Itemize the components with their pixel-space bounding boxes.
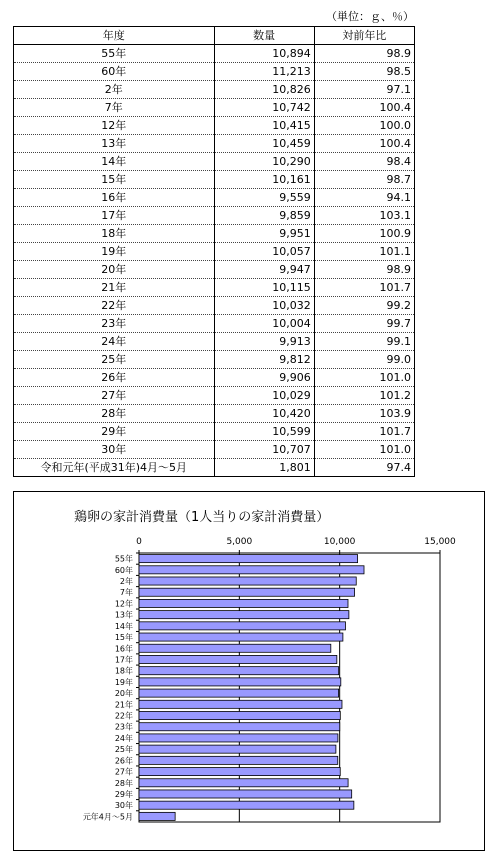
table-row <box>14 333 415 351</box>
table-row <box>14 189 415 207</box>
yoy-cell: 99.0 <box>314 351 414 369</box>
category-label: 21年 <box>114 700 133 710</box>
quantity-cell: 10,029 <box>214 387 314 405</box>
yoy-cell: 99.1 <box>314 333 414 351</box>
yoy-cell: 100.4 <box>314 99 414 117</box>
yoy-cell: 97.1 <box>314 81 414 99</box>
year-cell: 13年 <box>14 135 215 153</box>
category-label: 2年 <box>119 577 133 587</box>
yoy-cell: 98.9 <box>314 45 414 63</box>
bar <box>139 756 338 764</box>
bar <box>139 667 339 675</box>
quantity-cell: 10,707 <box>214 441 314 459</box>
category-label: 13年 <box>114 610 133 620</box>
category-label: 16年 <box>114 644 133 654</box>
table-row <box>14 171 415 189</box>
category-label: 25年 <box>114 745 133 755</box>
yoy-cell: 101.0 <box>314 441 414 459</box>
table-row <box>14 117 415 135</box>
category-label: 24年 <box>114 733 133 743</box>
year-cell: 令和元年(平成31年)4月～5月 <box>14 459 215 477</box>
table-row <box>14 459 415 477</box>
category-label: 28年 <box>114 778 133 788</box>
header-year: 年度 <box>14 27 215 45</box>
table-row <box>14 297 415 315</box>
year-cell: 55年 <box>14 45 215 63</box>
bar <box>139 801 354 809</box>
category-label: 29年 <box>114 789 133 799</box>
bar <box>139 711 340 719</box>
yoy-cell: 99.7 <box>314 315 414 333</box>
year-cell: 14年 <box>14 153 215 171</box>
x-tick-label: 15,000 <box>424 537 456 547</box>
category-label: 30年 <box>114 801 133 811</box>
yoy-cell: 101.7 <box>314 423 414 441</box>
quantity-cell: 1,801 <box>214 459 314 477</box>
x-tick-label: 10,000 <box>323 537 356 547</box>
bar <box>139 768 340 776</box>
table-row <box>14 135 415 153</box>
yoy-cell: 100.4 <box>314 135 414 153</box>
category-label: 15年 <box>114 633 133 643</box>
table-row <box>14 99 415 117</box>
table-row <box>14 423 415 441</box>
quantity-cell: 9,913 <box>214 333 314 351</box>
header-yoy: 対前年比 <box>314 27 414 45</box>
bar <box>139 678 341 686</box>
quantity-cell: 10,032 <box>214 297 314 315</box>
bar <box>139 723 340 731</box>
yoy-cell: 101.0 <box>314 369 414 387</box>
chart-title: 鶏卵の家計消費量（1人当りの家計消費量） <box>74 510 330 525</box>
category-label: 19年 <box>114 677 133 687</box>
yoy-cell: 98.4 <box>314 153 414 171</box>
year-cell: 22年 <box>14 297 215 315</box>
x-tick-label: 5,000 <box>226 537 253 547</box>
quantity-cell: 9,559 <box>214 189 314 207</box>
bar <box>139 622 345 630</box>
year-cell: 23年 <box>14 315 215 333</box>
yoy-cell: 97.4 <box>314 459 414 477</box>
bar <box>139 655 337 663</box>
category-label: 22年 <box>114 711 133 721</box>
yoy-cell: 103.9 <box>314 405 414 423</box>
year-cell: 12年 <box>14 117 215 135</box>
category-label: 60年 <box>114 565 133 575</box>
year-cell: 19年 <box>14 243 215 261</box>
bar <box>139 812 175 820</box>
yoy-cell: 101.1 <box>314 243 414 261</box>
consumption-table <box>13 26 415 477</box>
year-cell: 29年 <box>14 423 215 441</box>
year-cell: 21年 <box>14 279 215 297</box>
bar <box>139 644 331 652</box>
quantity-cell: 10,826 <box>214 81 314 99</box>
table-row <box>14 315 415 333</box>
year-cell: 25年 <box>14 351 215 369</box>
category-label: 26年 <box>114 756 133 766</box>
category-label: 23年 <box>114 722 133 732</box>
table-row <box>14 279 415 297</box>
quantity-cell: 10,057 <box>214 243 314 261</box>
quantity-cell: 10,894 <box>214 45 314 63</box>
yoy-cell: 98.9 <box>314 261 414 279</box>
x-tick-label: 0 <box>136 537 142 547</box>
yoy-cell: 94.1 <box>314 189 414 207</box>
table-header-row <box>14 27 415 45</box>
year-cell: 15年 <box>14 171 215 189</box>
year-cell: 24年 <box>14 333 215 351</box>
quantity-cell: 9,951 <box>214 225 314 243</box>
quantity-cell: 10,004 <box>214 315 314 333</box>
bar <box>139 633 343 641</box>
year-cell: 17年 <box>14 207 215 225</box>
year-cell: 26年 <box>14 369 215 387</box>
year-cell: 2年 <box>14 81 215 99</box>
category-label: 27年 <box>114 767 133 777</box>
year-cell: 27年 <box>14 387 215 405</box>
quantity-cell: 10,420 <box>214 405 314 423</box>
quantity-cell: 10,115 <box>214 279 314 297</box>
bar <box>139 779 348 787</box>
bar <box>139 555 358 563</box>
quantity-cell: 10,415 <box>214 117 314 135</box>
quantity-cell: 10,742 <box>214 99 314 117</box>
bar <box>139 734 338 742</box>
category-label: 17年 <box>114 655 133 665</box>
table-row <box>14 243 415 261</box>
table-row <box>14 225 415 243</box>
bar <box>139 599 348 607</box>
table-row <box>14 153 415 171</box>
bar <box>139 611 349 619</box>
header-quantity: 数量 <box>214 27 314 45</box>
category-label: 18年 <box>114 666 133 676</box>
quantity-cell: 9,859 <box>214 207 314 225</box>
bar <box>139 689 339 697</box>
chart-panel <box>13 491 485 851</box>
bar <box>139 566 364 574</box>
bar <box>139 790 352 798</box>
table-row <box>14 207 415 225</box>
quantity-cell: 9,906 <box>214 369 314 387</box>
quantity-cell: 10,459 <box>214 135 314 153</box>
yoy-cell: 98.5 <box>314 63 414 81</box>
year-cell: 30年 <box>14 441 215 459</box>
unit-label: （単位：ｇ、％） <box>326 10 414 23</box>
table-row <box>14 369 415 387</box>
quantity-cell: 9,947 <box>214 261 314 279</box>
year-cell: 18年 <box>14 225 215 243</box>
bar <box>139 745 336 753</box>
category-label: 7年 <box>119 588 133 598</box>
bar-chart <box>14 492 484 850</box>
bar <box>139 700 342 708</box>
table-row <box>14 261 415 279</box>
yoy-cell: 100.0 <box>314 117 414 135</box>
category-label: 14年 <box>114 621 133 631</box>
table-row <box>14 387 415 405</box>
yoy-cell: 101.2 <box>314 387 414 405</box>
quantity-cell: 10,599 <box>214 423 314 441</box>
table-row <box>14 81 415 99</box>
category-label: 12年 <box>114 599 133 609</box>
table-row <box>14 45 415 63</box>
year-cell: 20年 <box>14 261 215 279</box>
year-cell: 60年 <box>14 63 215 81</box>
yoy-cell: 100.9 <box>314 225 414 243</box>
bar <box>139 588 355 596</box>
category-label: 55年 <box>114 554 133 564</box>
quantity-cell: 10,290 <box>214 153 314 171</box>
quantity-cell: 9,812 <box>214 351 314 369</box>
yoy-cell: 98.7 <box>314 171 414 189</box>
bar <box>139 577 356 585</box>
yoy-cell: 99.2 <box>314 297 414 315</box>
quantity-cell: 10,161 <box>214 171 314 189</box>
table-row <box>14 351 415 369</box>
table-row <box>14 63 415 81</box>
year-cell: 7年 <box>14 99 215 117</box>
yoy-cell: 101.7 <box>314 279 414 297</box>
yoy-cell: 103.1 <box>314 207 414 225</box>
category-label: 元年4月～5月 <box>82 812 133 822</box>
table-row <box>14 405 415 423</box>
year-cell: 28年 <box>14 405 215 423</box>
category-label: 20年 <box>114 689 133 699</box>
table-row <box>14 441 415 459</box>
quantity-cell: 11,213 <box>214 63 314 81</box>
year-cell: 16年 <box>14 189 215 207</box>
